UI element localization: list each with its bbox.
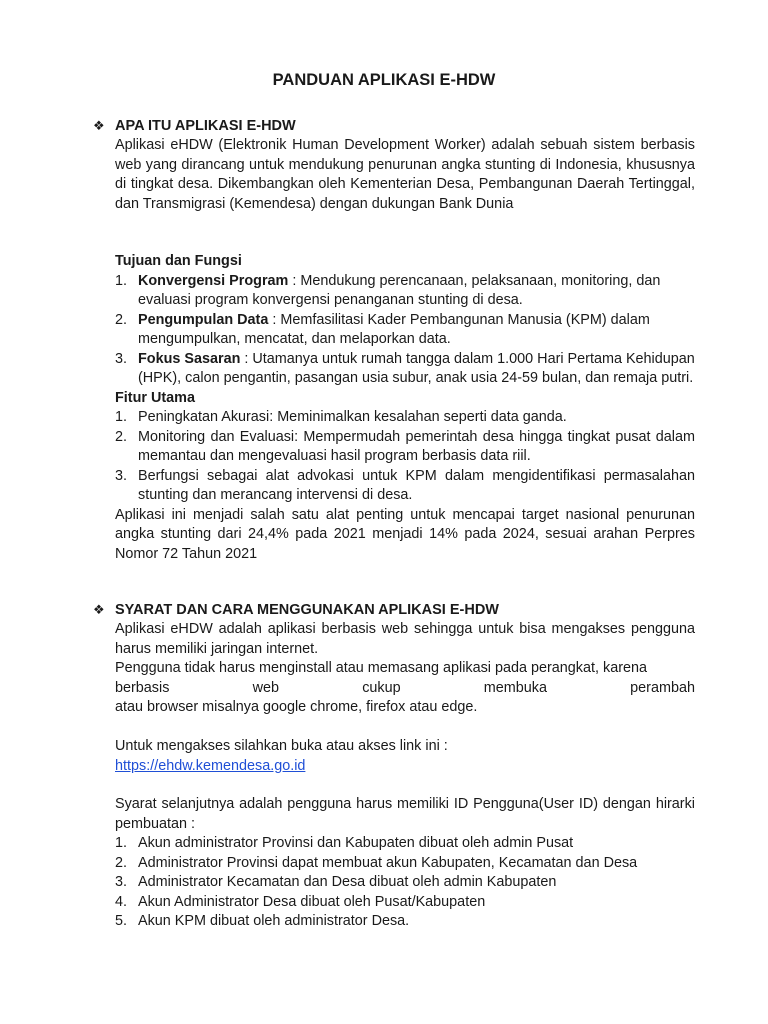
section2-body	[115, 620, 695, 718]
section1-intro: Aplikasi eHDW (Elektronik Human Development Worker) adalah sebuah sistem berbasis web yang dirancang untuk mendukung penurunan angka stunting di Indonesia, khususnya di tingkat desa. Dikembangkan oleh Kementerian Desa, Pembangunan Daerah Tertinggal, dan Transmigrasi (Kemendesa) dengan dukungan Bank Dunia	[115, 137, 695, 212]
section-heading-text: APA ITU APLIKASI E-HDW	[115, 118, 296, 134]
list-item: 3. Administrator Kecamatan dan Desa dibuat oleh admin Kabupaten	[115, 874, 557, 890]
list-item: 3. Berfungsi sebagai alat advokasi untuk KPM dalam mengidentifikasi permasalahan stunting dan merancang intervensi di desa.	[115, 467, 695, 503]
list-item-bold: Konvergensi Program	[138, 272, 289, 289]
list-item: 1. Akun administrator Provinsi dan Kabupaten dibuat oleh admin Pusat	[115, 835, 574, 851]
list-item: 4. Akun Administrator Desa dibuat oleh Pusat/Kabupaten	[115, 893, 486, 910]
section-heading-apa-itu	[93, 116, 296, 137]
section1-closing: Aplikasi ini menjadi salah satu alat penting untuk mencapai target nasional penurunan angka stunting dari 24,4% pada 2021 menjadi 14% pada 2024, sesuai arahan Perpres Nomor 72 Tahun 2021	[115, 506, 695, 562]
hirarki-list	[115, 834, 695, 932]
tujuan-fungsi-title: Tujuan dan Fungsi	[115, 253, 242, 269]
list-item: 2. Monitoring dan Evaluasi: Mempermudah pemerintah desa hingga tingkat pusat dalam memantau dan mengevaluasi hasil program berbasis data riil.	[115, 428, 695, 464]
para2-line1: Pengguna tidak harus menginstall atau memasang aplikasi pada perangkat, karena	[115, 660, 647, 676]
list-item-bold: Fokus Sasaran	[138, 350, 241, 367]
list-item: 1. Peningkatan Akurasi: Meminimalkan kesalahan seperti data ganda.	[115, 409, 567, 425]
list-item: 5. Akun KPM dibuat oleh administrator Desa.	[115, 913, 410, 929]
para2-spread-line: berbasis web cukup membuka perambah	[115, 679, 695, 696]
syarat-text: Syarat selanjutnya adalah pengguna harus memiliki ID Pengguna(User ID) dengan hirarki pembuatan :	[115, 796, 695, 832]
section2-para1: Aplikasi eHDW adalah aplikasi berbasis web sehingga untuk bisa mengakses pengguna harus memiliki jaringan internet.	[115, 621, 695, 657]
diamond-bullet-icon: ❖	[93, 118, 105, 133]
list-item: 3. Fokus Sasaran : Utamanya untuk rumah tangga dalam 1.000 Hari Pertama Kehidupan (HPK), calon pengantin, pasangan usia subur, anak usia 24-59 bulan, dan remaja putri.	[115, 350, 695, 386]
fitur-utama-list	[115, 408, 695, 506]
fitur-utama-title: Fitur Utama	[115, 389, 195, 406]
access-block	[115, 737, 695, 776]
section-heading-syarat	[93, 600, 499, 621]
access-text: Untuk mengakses silahkan buka atau akses link ini :	[115, 738, 448, 754]
syarat-block	[115, 795, 695, 932]
section-heading-text: SYARAT DAN CARA MENGGUNAKAN APLIKASI E-HDW	[115, 602, 499, 618]
tujuan-fungsi-list	[115, 272, 695, 389]
list-item: 2. Administrator Provinsi dapat membuat akun Kabupaten, Kecamatan dan Desa	[115, 854, 638, 871]
list-item: 1. Konvergensi Program : Mendukung perencanaan, pelaksanaan, monitoring, dan evaluasi program konvergensi penanganan stunting di desa.	[115, 272, 661, 308]
ehdw-link[interactable]: https://ehdw.kemendesa.go.id	[115, 757, 306, 774]
list-item-bold: Pengumpulan Data	[138, 311, 269, 328]
page-title: PANDUAN APLIKASI E-HDW	[272, 71, 496, 89]
para2-line3: atau browser misalnya google chrome, firefox atau edge.	[115, 699, 478, 715]
section2-para2	[115, 659, 695, 718]
list-item: 2. Pengumpulan Data : Memfasilitasi Kader Pembangunan Manusia (KPM) dalam mengumpulkan, mencatat, dan melaporkan data.	[115, 311, 650, 347]
diamond-bullet-icon: ❖	[93, 602, 105, 617]
tujuan-fungsi-block	[115, 252, 695, 564]
